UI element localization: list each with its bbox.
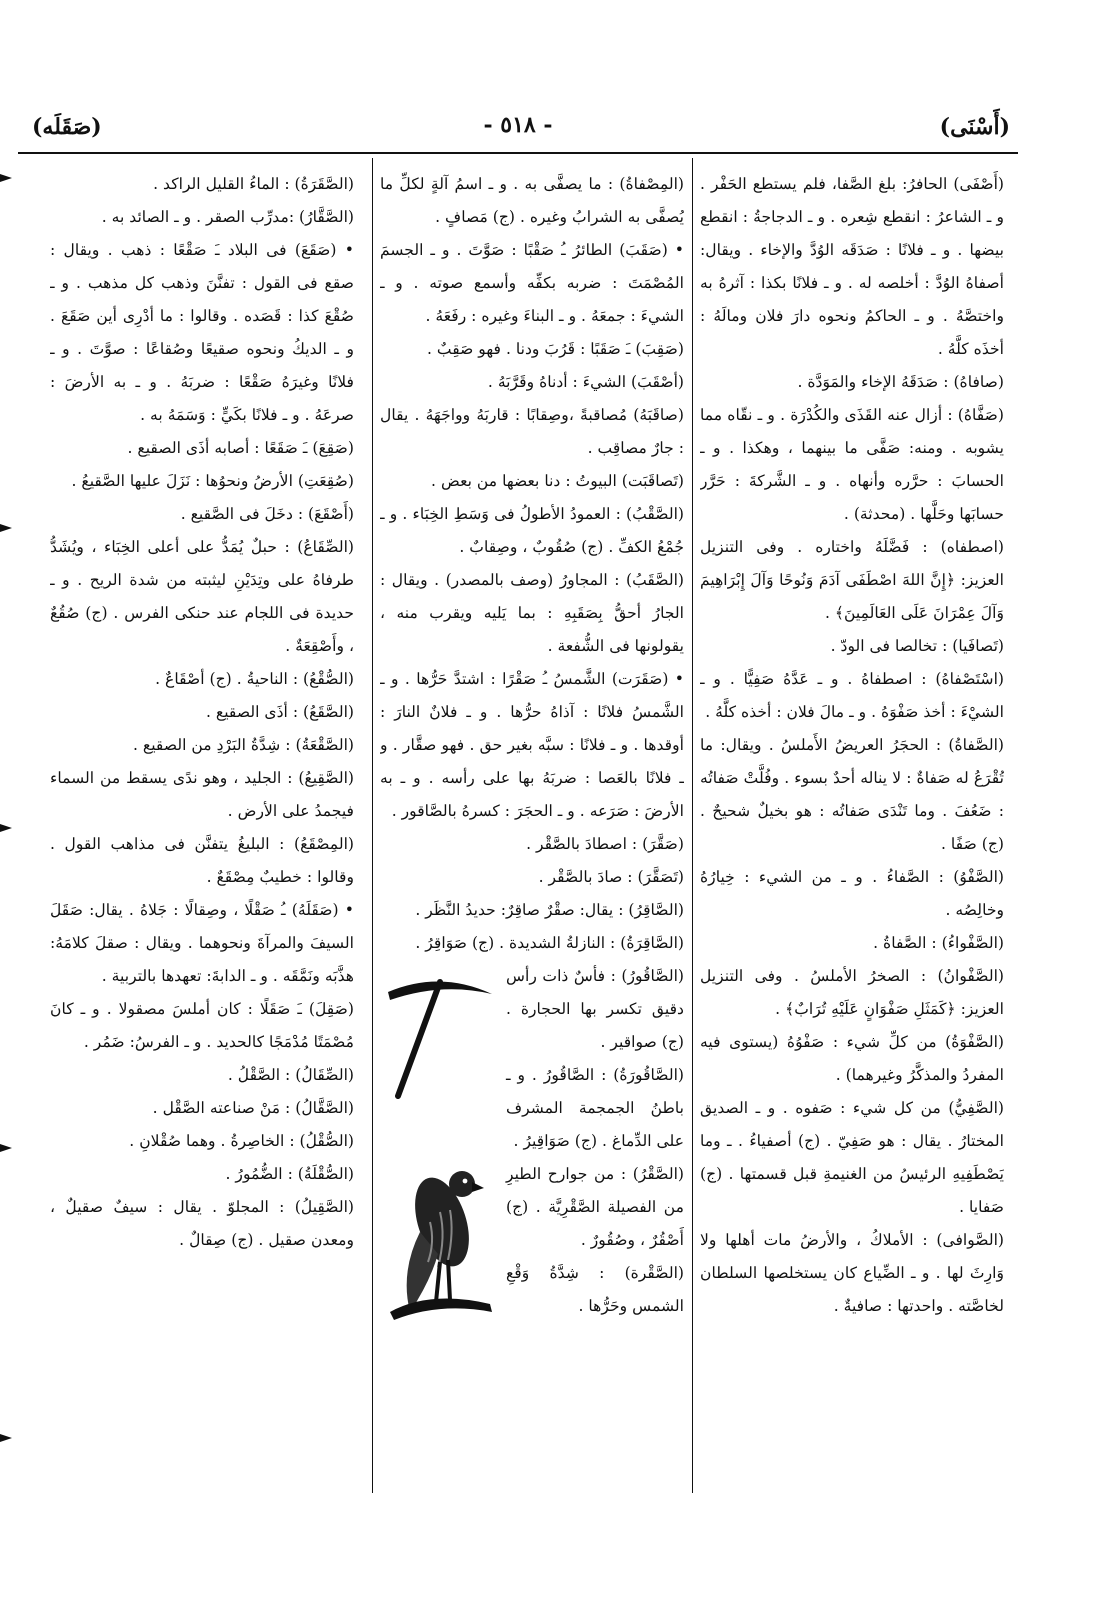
entry: (صاقَبَهُ) مُصاقبةً ،وصِقابًا : قاربَهُ وواجَهَهُ . يقال : جارٌ مصاقِب . (380, 406, 684, 457)
entry: • (صَقَبَ) الطائرُ ـُ صَقْبًا : صَوَّتَ . و ـ الجسمَ المُصْمَتَ : ضربه بكفِّه وأسمع صوته . و ـ الشيءَ : جمعَهُ . و ـ البناءَ وغيره : رفَعَهُ . (380, 241, 684, 325)
falcon-illustration-icon (380, 1162, 500, 1332)
entry: (الصِّقَاعُ) : حبلٌ يُمَدُّ على أعلى الخِبَاء ، ويُشَدُّ طرفاهُ على وتِدَيْنِ ليثبته من شدة الريح . و ـ حديدة فى اللجام عند حنكى الفرس . (ج) صُقُعٌ ، وأَصْقِعَةٌ . (50, 538, 354, 655)
entry: (الصَّفْواءُ) : الصَّفاةُ . (873, 934, 1004, 952)
entry: (صَقِبَ) ـَ صَقَبًا : قَرُبَ ودنا . فهو صَقِبٌ . (427, 340, 684, 358)
entry: (صافاهُ) : صَدَقَهُ الإخاء والمَوَدَّة . (797, 373, 1004, 391)
entry-text: (الصَّاقُورُ) : فأسٌ ذات رأس دقيق تكسر بها الحجارة . (ج) صواقير . (506, 967, 684, 1051)
entry: (الصَّفْوانُ) : الصخرُ الأملسُ . وفى التنزيل العزيز: ﴿كَمَثَلِ صَفْوَانٍ عَلَيْهِ تُرَابٌ﴾ . (700, 967, 1004, 1018)
margin-mark-icon (0, 1140, 14, 1156)
dictionary-page (18, 108, 1018, 1493)
header-rule (18, 152, 1018, 154)
entry: (الصَّاقِرَةُ) : النازلةُ الشديدة . (ج) صَوَاقِرُ . (415, 934, 684, 952)
entry: (أَصْقَعَ) : دخَلَ فى الصَّقيع . (180, 505, 354, 523)
entry: (الصَّقْبُ) : العمودُ الأطولُ فى وَسَطِ الخِبَاء . و ـ جُمْعُ الكفِّ . (ج) صُقُوبٌ ، وصِقابٌ . (380, 505, 684, 556)
entry: (الصَّقِيلُ) : المجلوّ . يقال : سيفٌ صقيلٌ ، ومعدن صقيل . (ج) صِقالٌ . (50, 1198, 354, 1249)
entry: (الصُّقْلُ) : الخاصِرةُ . وهما صُقْلانِ . (129, 1132, 354, 1150)
margin-mark-icon (0, 520, 14, 536)
entry: (تَصاقَبَت) البيوتُ : دنا بعضها من بعض . (431, 472, 684, 490)
entry: • (صَقَرَت) الشَّمسُ ـُ صَقْرًا : اشتدَّ حَرُّها . و ـ الشَّمسُ فلانًا : آذاهُ حرُّها . و ـ فلانٌ النارَ : أوقدها . و ـ فلانًا : سبَّه بغير حق . فهو صقَّار . و ـ فلانًا بالعَصا : ضربَهُ بها على رأسه . و ـ به الأرضَ : صَرَعه . و ـ الحجَرَ : كسرهُ بالصَّاقور . (380, 670, 684, 820)
entry: • (صَقَعَ) فى البلاد ـَ صَقْعًا : ذهب . ويقال : صقع فى القول : تفنَّنَ وذهب كل مذهب . و ـ صُقْعَ كذا : قَصَده . وقالوا : ما أدْرِى أين صَقَعَ . و ـ الديكُ ونحوه صقيعًا وصُقاعًا : صوَّتَ . و ـ فلانًا وغيرَهُ صَقْعًا : ضربَهُ . و ـ به الأرضَ : صرعَهُ . و ـ فلانًا بكَيٍّ : وَسَمَهُ به . (50, 241, 354, 424)
entry: (الصُّقْلَةُ) : الضُّمُورُ . (225, 1165, 354, 1183)
entry: (صَفَّاهُ) : أزال عنه القَذَى والكُدْرَة . و ـ نقّاه مما يشوبه . ومنه: صَفَّى ما بينهما ، وهكذا . و ـ الحسابَ : حرَّره وأنهاه . و ـ الشَّركةَ : حَرَّر حسابَها وحَلَّها . (محدثة) . (700, 406, 1004, 523)
entry: (الصَّفاةُ) : الحجَرُ العريضُ الأَملسُ . ويقال: ما تُقْرَعُ له صَفاةٌ : لا يناله أحدٌ بسوء . وفُلَّتْ صَفاتُه : ضَعُفَ . وما تَنْدَى صَفاتُه : هو بخيلٌ شحيحٌ . (ج) صَفًا . (700, 736, 1004, 853)
entry: (الصَّقَبُ) : المجاورُ (وصف بالمصدر) . ويقال : الجارُ أحقُّ بِصَقَبِهِ : بما يَليه ويقرب منه ، يقولونها فى الشُّفعة . (380, 571, 684, 655)
entry: (الصَّفِيُّ) من كل شيء : صَفوه . و ـ الصديق المختارُ . يقال : هو صَفِيّ . (ج) أصفياءُ . ـ وما يَصْطَفِيهِ الرئيسُ من الغنيمةِ قبل قسمتها . (ج) صَفايا . (700, 1099, 1004, 1216)
entry-with-illustration (380, 1158, 684, 1257)
entry: (اسْتَصْفاهُ) : اصطفاهُ . و ـ عَدَّهُ صَفِيًّا . و ـ الشيْءَ : أخذ صَفْوَهُ . و ـ مالَ فلان : أخذه كلَّهُ . (700, 670, 1004, 721)
entry-with-illustration (380, 960, 684, 1059)
column-middle (380, 168, 684, 1488)
entry: (أَصْفَى) الحافرُ: بلغ الصَّفا، فلم يستطع الحَفْر . و ـ الشاعرُ : انقطع شِعره . و ـ الدجاجةُ : انقطع بيضها . و ـ فلانًا : صَدَقَه الوُدَّ والإخاء . ويقال: أصفاهُ الوُدَّ : أخلصه له . و ـ فلانًا بكذا : آثرهُ به واختصَّهُ . و ـ الحاكمُ ونحوه دارَ فلان ومالَهُ : أخذَه كلَّهُ . (700, 175, 1004, 358)
column-right (700, 168, 1004, 1488)
entry: (الصَّاقُورَةُ) : الصَّاقُورُ . و ـ باطنُ الجمجمة المشرف على الدِّماغ . (ج) صَوَاقِيرُ . (506, 1066, 684, 1150)
entry: (صَقِلَ) ـَ صَقَلًا : كان أملسَ مصقولا . و ـ كانَ مُصْمَتًا مُدْمَجًا كالحديد . و ـ الفرسُ: ضَمُر . (50, 1000, 354, 1051)
entry-text: (الصَّقْرُ) : من جوارح الطيرِ من الفصيلة الصَّقْرِيَّة . (ج) أَصْقُرٌ ، وصُقُورٌ . (506, 1165, 684, 1249)
entry: (الصِّقَالُ) : الصَّقْلُ . (227, 1066, 354, 1084)
entry: (تَصَقَّرَ) : صادَ بالصَّقْر . (538, 868, 684, 886)
margin-mark-icon (0, 1430, 14, 1446)
column-left (50, 168, 354, 1488)
entry: (الصَّقْرة) : شِدَّةُ وَقْعِ الشمس وحَرُّها . (506, 1264, 684, 1315)
entry: • (صَقَلَهُ) ـُ صَقْلًا ، وصِقالًا : جَلاهُ . يقال: صَقَلَ السيفَ والمرآةَ ونحوهما . ويقال : صقلَ كلامَهُ: هذَّبَه ونَمَّقَه . و ـ الدابةَ: تعهدها بالتربية . (50, 901, 354, 985)
entry: (تَصافَيا) : تخالصا فى الودّ . (830, 637, 1004, 655)
entry: (الصَّقْعَةُ) : شِدَّةُ البَرْدِ من الصقيع . (133, 736, 354, 754)
entry: (الصَّوافى) : الأملاكُ ، والأرضُ مات أهلها ولا وَارِثَ لها . و ـ الضِّياع كان يستخلصها السلطان لخاصَّته . واحدتها : صافيةٌ . (700, 1231, 1004, 1315)
margin-mark-icon (0, 820, 14, 836)
page-number: - ٥١٨ - (483, 112, 553, 138)
entry: (الصَّاقِرُ) : يقال: صقْرٌ صاقِرٌ: حديدُ النَّظَر . (415, 901, 684, 919)
entry: (صَقِعَ) ـَ صَقَعًا : أصابه أذَى الصقيع . (127, 439, 354, 457)
entry: (المِصْقَعُ) : البليغُ يتفنَّن فى مذاهب القول . وقالوا : خطيبٌ مِصْقَعٌ . (50, 835, 354, 886)
entry: (الصُّقْعُ) : الناحيةُ . (ج) أصْقَاعٌ . (155, 670, 354, 688)
entry: (الصَّقَّارُ) :مدرِّب الصقر . و ـ الصائد به . (101, 208, 354, 226)
entry: (الصَّقَّالُ) : مَنْ صناعته الصَّقْل . (152, 1099, 354, 1117)
entry: (الصَّقَعُ) : أذَى الصقيع . (206, 703, 354, 721)
column-divider-left (372, 158, 373, 1493)
entry: (اصطفاه) : فَضَّلَهُ واختاره . وفى التنزيل العزيز: ﴿إِنَّ اللهَ اصْطَفَى آدَمَ وَنُوحًا وَآلَ إِبْرَاهِيمَ وَآلَ عِمْرَانَ عَلَى العَالَمِينَ﴾ . (700, 538, 1004, 622)
entry: (الصَّقَرَةُ) : الماءُ القليل الراكد . (153, 175, 354, 193)
column-divider-right (692, 158, 693, 1493)
header-right-word: (أَسْنَى) (939, 114, 1010, 140)
entry: (المِصْفاةُ) : ما يصفَّى به . و ـ اسمُ آلةٍ لكلِّ ما يُصفَّى به الشرابُ وغيره . (ج) مَصافٍ . (380, 175, 684, 226)
entry: (الصَّقِيعُ) : الجليد ، وهو ندًى يسقط من السماء فيجمدُ على الأرض . (50, 769, 354, 820)
pickaxe-illustration-icon (380, 964, 500, 1104)
margin-mark-icon (0, 170, 14, 186)
entry: (صُقِعَتِ) الأرضُ ونحوُها : نَزَلَ عليها الصَّقيعُ . (71, 472, 354, 490)
entry: (أصْقَبَ) الشيءَ : أدناهُ وقَرَّبَهُ . (487, 373, 684, 391)
entry: (الصَّفْوَةُ) من كلِّ شيء : صَفْوُهُ (يستوى فيه المفردُ والمذكَّرُ وغيرهما) . (700, 1033, 1004, 1084)
page-header (18, 108, 1018, 152)
entry: (صَقَّرَ) : اصطادَ بالصَّقْر . (526, 835, 684, 853)
header-left-word: (صَقَلَه) (32, 114, 102, 140)
entry: (الصَّفْوُ) : الصَّفاءُ . و ـ من الشيء : خِيارُهُ وخالِصُه . (700, 868, 1004, 919)
